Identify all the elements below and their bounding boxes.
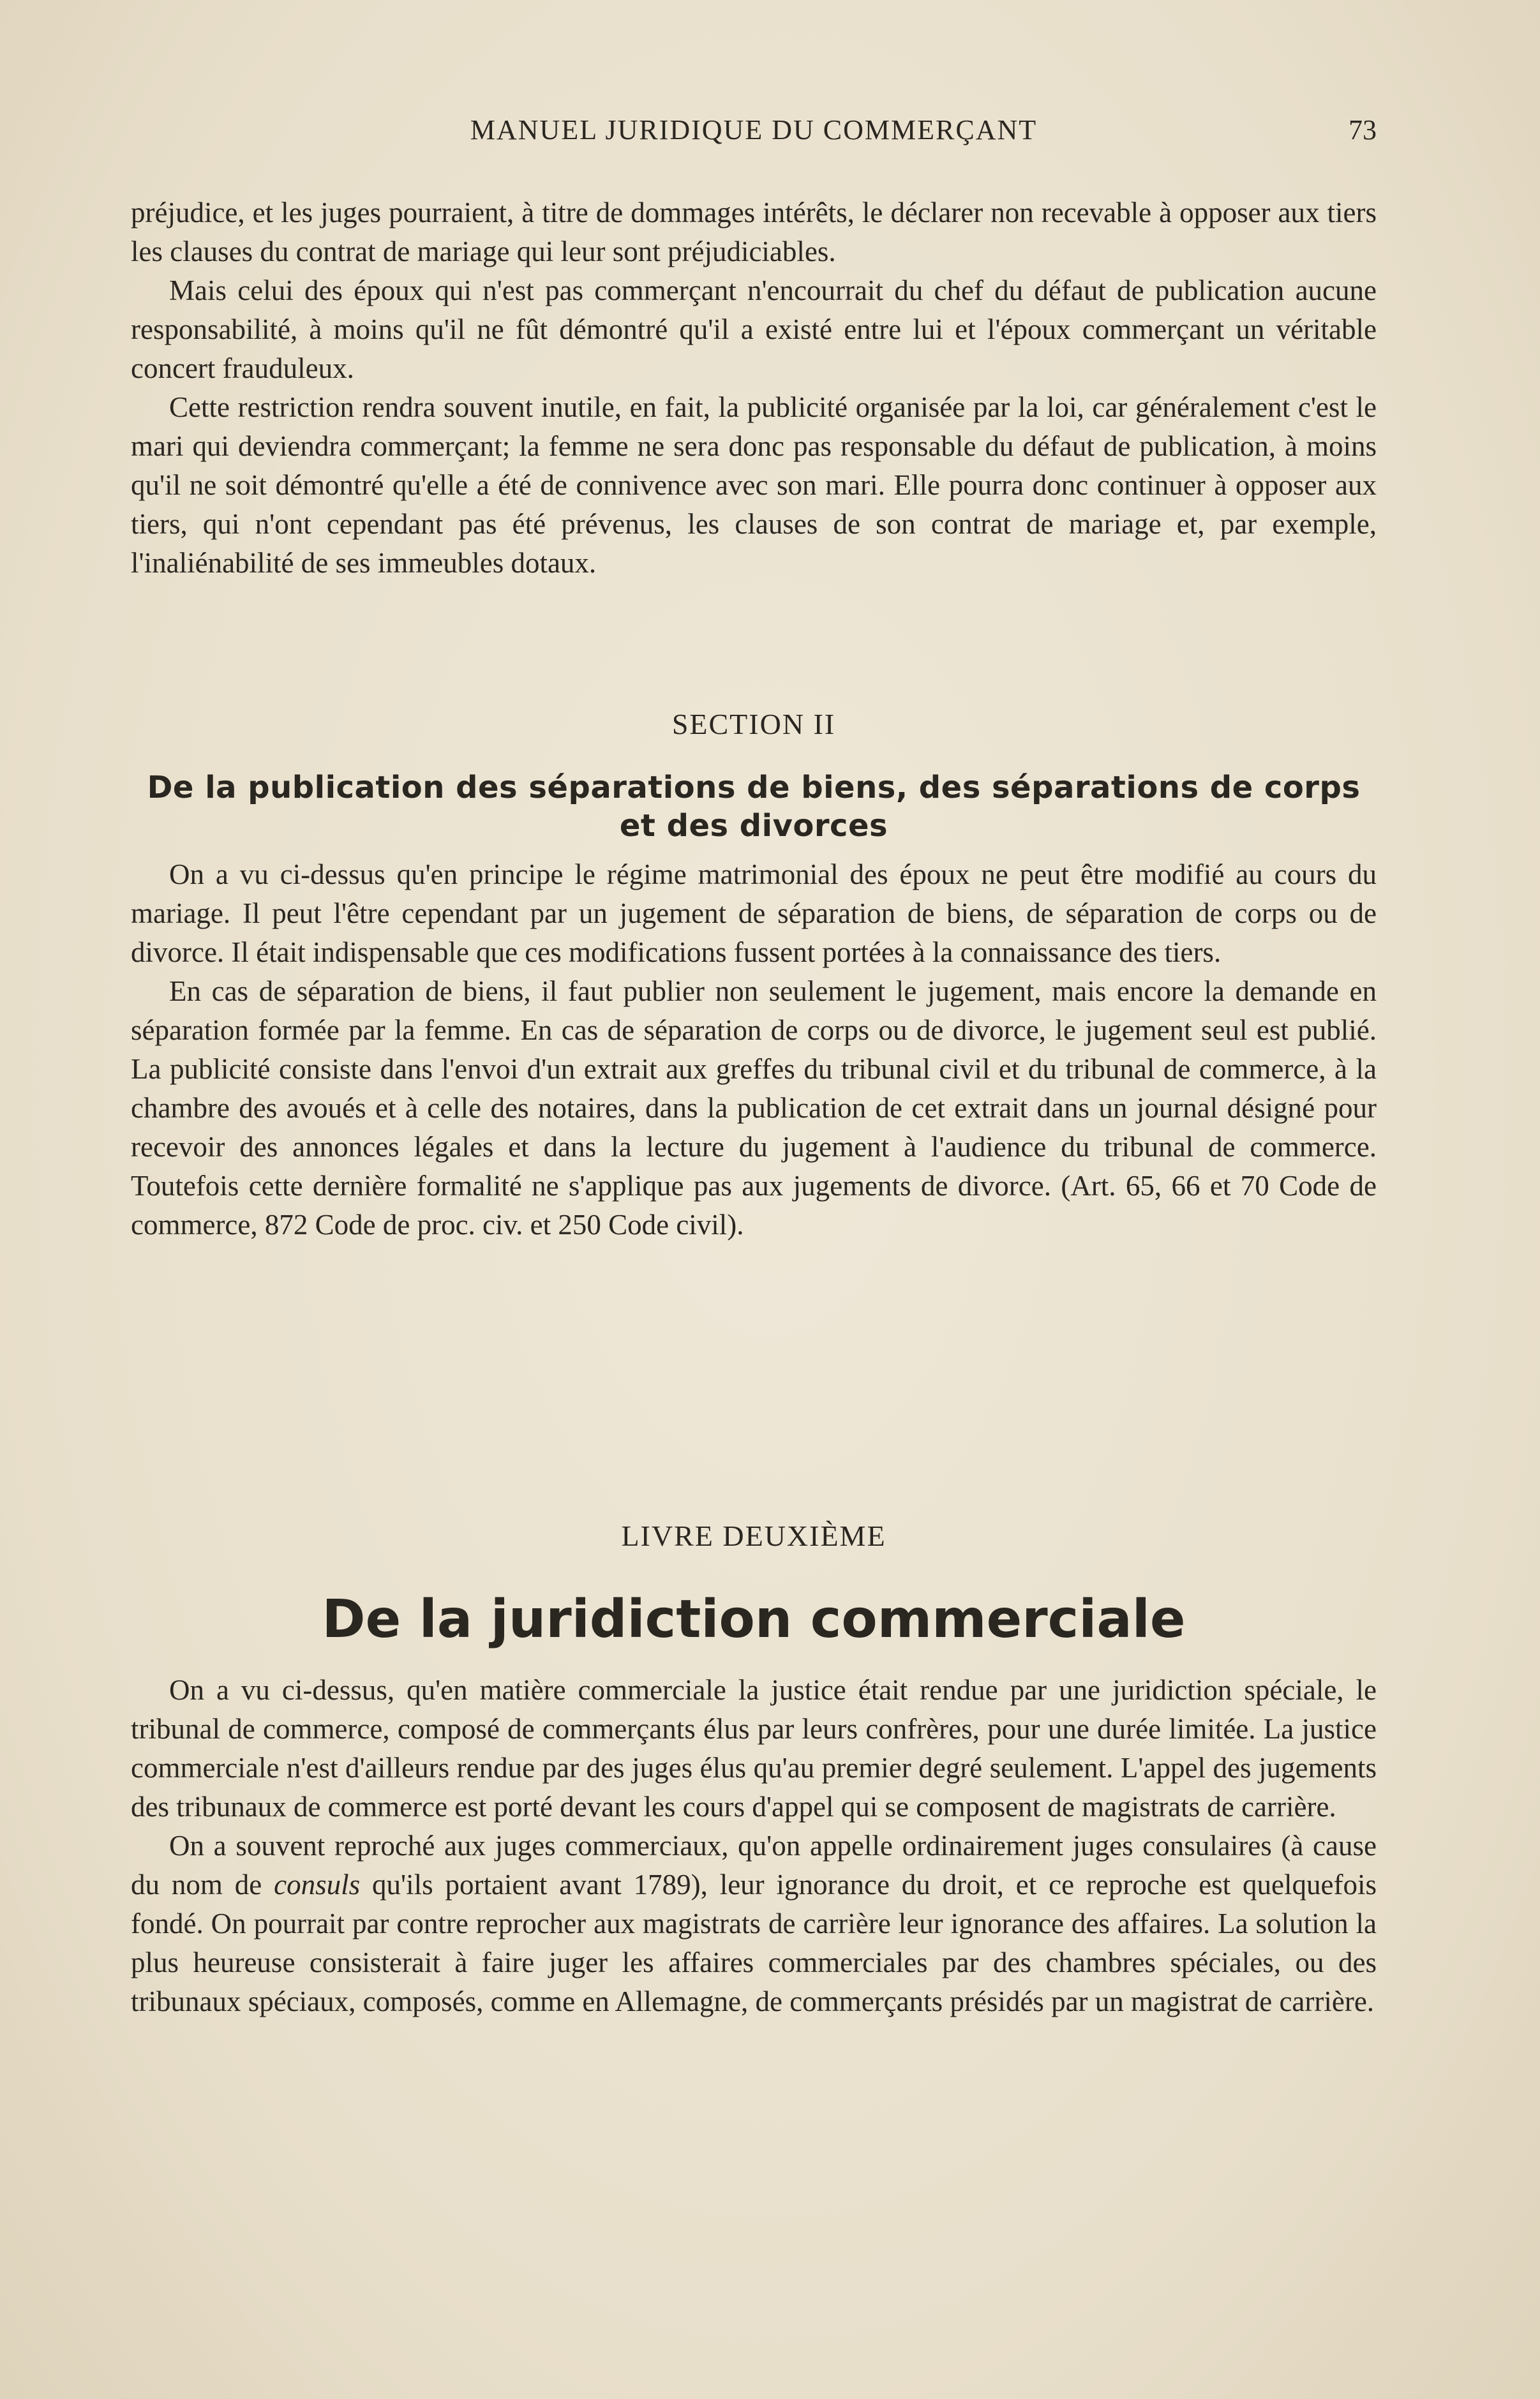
running-title: MANUEL JURIDIQUE DU COMMERÇANT [470, 114, 1038, 146]
paragraph: On a vu ci-dessus, qu'en matière commerciale la justice était rendue par une juridiction spéciale, le tribunal de commerce, composé de commerçants élus par leurs confrères, pour une durée limitée. La justice commerciale n'est d'ailleurs rendue par des juges élus qu'au premier degré seulement. L'appel des jugements des tribunaux de commerce est porté devant les cours d'appel qui se composent de magistrats de carrière. [131, 1674, 1377, 1823]
paragraph: préjudice, et les juges pourraient, à titre de dommages intérêts, le déclarer non recevable à opposer aux tiers les clauses du contrat de mariage qui leur sont préjudiciables. [131, 197, 1377, 267]
paragraph: On a vu ci-dessus qu'en principe le régime matrimonial des époux ne peut être modifié au cours du mariage. Il peut l'être cependant par un jugement de séparation de biens, de séparation de corps ou de divorce. Il était indispensable que ces modifications fussent portées à la connaissance des tiers. [131, 858, 1377, 968]
paragraph: Mais celui des époux qui n'est pas commerçant n'encourrait du chef du défaut de publication aucune responsabilité, à moins qu'il ne fût démontré qu'il a existé entre lui et l'époux commerçant un véritable concert frauduleux. [131, 274, 1377, 384]
book-2-text [131, 1671, 1377, 2021]
section-2-text [131, 855, 1377, 1244]
running-head [131, 114, 1377, 152]
italic-term: consuls [274, 1869, 361, 1901]
paragraph-part: On a souvent reproché aux juges commerciaux, qu'on appelle ordinairement juges consulaires (à cause du nom de [131, 1830, 1377, 1901]
section-label: SECTION II [671, 708, 836, 740]
book-heading: De la juridiction commerciale [322, 1589, 1186, 1650]
section-1-text [131, 193, 1377, 583]
paragraph: Cette restriction rendra souvent inutile, en fait, la publicité organisée par la loi, car généralement c'est le mari qui deviendra commerçant; la femme ne sera donc pas responsable du défaut de publication, à moins qu'il ne soit démontré qu'elle a été de connivence avec son mari. Elle pourra donc continuer à opposer aux tiers, qui n'ont cependant pas été prévenus, les clauses de son contrat de mariage et, par exemple, l'inaliénabilité de ses immeubles dotaux. [131, 391, 1377, 579]
section-heading-line: et des divorces [619, 808, 888, 844]
section-heading [131, 768, 1377, 845]
page-number: 73 [1349, 114, 1377, 146]
section-heading-line: De la publication des séparations de biens, des séparations de corps [147, 770, 1361, 805]
book-label: LIVRE DEUXIÈME [621, 1520, 886, 1552]
paragraph: En cas de séparation de biens, il faut publier non seulement le jugement, mais encore la demande en séparation formée par la femme. En cas de séparation de corps ou de divorce, le jugement seul est publié. La publicité consiste dans l'envoi d'un extrait aux greffes du tribunal civil et du tribunal de commerce, à la chambre des avoués et à celle des notaires, dans la publication de cet extrait dans un journal désigné pour recevoir des annonces légales et dans la lecture du jugement à l'audience du tribunal de commerce. Toutefois cette dernière formalité ne s'applique pas aux jugements de divorce. (Art. 65, 66 et 70 Code de commerce, 872 Code de proc. civ. et 250 Code civil). [131, 975, 1377, 1241]
paragraph-part: qu'ils portaient avant 1789), leur ignorance du droit, et ce reproche est quelquefois fondé. On pourrait par contre reprocher aux magistrats de carrière leur ignorance des affaires. La solution la plus heureuse consisterait à faire juger les affaires commerciales par des chambres spéciales, ou des tribunaux spéciaux, composés, comme en Allemagne, de commerçants présidés par un magistrat de carrière. [131, 1869, 1377, 2017]
paragraph [131, 1827, 1377, 2021]
